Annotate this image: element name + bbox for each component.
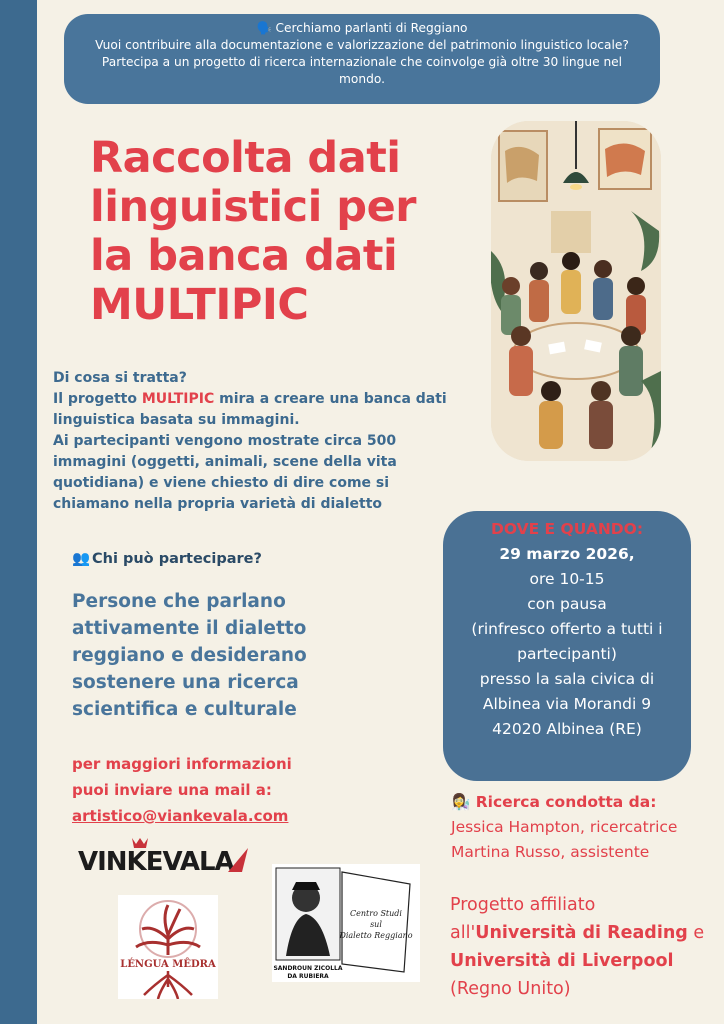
research-team (451, 790, 677, 865)
where-line: ore 10-15 (529, 570, 605, 588)
who-line: sostenere una ricerca (72, 672, 299, 693)
title-line: MULTIPIC (90, 280, 309, 330)
where-line: (rinfresco offerto a tutti i (471, 620, 663, 638)
affil-line (450, 947, 720, 975)
multipic-highlight: MULTIPIC (141, 391, 215, 407)
where-line: partecipanti) (517, 645, 617, 663)
where-line: con pausa (527, 595, 607, 613)
left-accent-bar (0, 0, 37, 1024)
top-banner (64, 14, 660, 104)
banner-line: 🗣️ Cerchiamo parlanti di Reggiano (256, 21, 468, 35)
affil-text: all' (450, 923, 476, 943)
affil-line: Progetto affiliato (450, 895, 596, 915)
research-heading-text: Ricerca condotta da: (475, 793, 657, 811)
info-line: per maggiori informazioni (72, 755, 292, 773)
centro-caption: DA RUBIERA (287, 973, 329, 980)
where-heading: DOVE E QUANDO: (490, 520, 644, 538)
description-text: Il progetto (53, 391, 142, 407)
banner-line: Vuoi contribuire alla documentazione e valorizzazione del patrimonio linguistico locale? (95, 38, 629, 52)
banner-line: Partecipa a un progetto di ricerca internazionale che coinvolge già oltre 30 lingue nel (101, 55, 623, 69)
info-line: puoi inviare una mail a: (72, 781, 272, 799)
who-line: reggiano e desiderano (72, 645, 307, 666)
who-heading-text: Chi può partecipare? (92, 551, 262, 567)
centro-text-line: Dialetto Reggiano (339, 931, 413, 940)
description-line: immagini (oggetti, animali, scene della vita (53, 454, 397, 470)
banner-line: mondo. (339, 72, 385, 86)
centro-text-line: sul (370, 920, 382, 929)
title-line: la banca dati (90, 231, 398, 281)
centro-caption: SANDROUN ZICOLLA (273, 965, 343, 972)
research-heading (451, 790, 677, 815)
event-date: 29 marzo 2026, (499, 545, 635, 563)
researcher-name: Martina Russo, assistente (451, 843, 650, 861)
centro-studi-logo (272, 864, 420, 982)
page-title (90, 134, 440, 330)
title-line: linguistici per (90, 182, 416, 232)
vinkevala-logo (78, 834, 258, 874)
project-description (53, 368, 453, 515)
who-line: scientifica e culturale (72, 699, 297, 720)
researcher-name: Jessica Hampton, ricercatrice (451, 818, 678, 836)
university-reading: Università di Reading (475, 923, 688, 943)
title-line: Raccolta dati (90, 133, 401, 183)
where-line: 42020 Albinea (RE) (492, 720, 642, 738)
where-line: Albinea via Morandi 9 (482, 695, 652, 713)
contact-info (72, 751, 292, 829)
university-liverpool: Università di Liverpool (450, 951, 674, 971)
description-line: Ai partecipanti vengono mostrate circa 500 (53, 433, 397, 449)
who-line: Persone che parlano (72, 591, 286, 612)
description-line: chiamano nella propria varietà di dialetto (53, 496, 383, 512)
description-line: quotidiana) e viene chiesto di dire come si (53, 475, 390, 491)
affil-line: (Regno Unito) (450, 979, 571, 999)
who-description (72, 588, 362, 723)
affil-line (450, 919, 720, 947)
description-line (53, 389, 453, 410)
where-line: presso la sala civica di (479, 670, 655, 688)
people-icon: 👥 (72, 551, 91, 567)
lengua-medra-logo (118, 895, 218, 999)
who-heading (72, 550, 262, 567)
affil-text: e (687, 923, 705, 943)
email-link[interactable]: artistico@viankevala.com (72, 807, 289, 825)
affiliation (450, 891, 720, 1003)
scientist-icon: 👩‍🔬 (451, 793, 471, 811)
illustration-people-at-table (491, 121, 661, 461)
description-heading: Di cosa si tratta? (53, 370, 187, 386)
description-line: linguistica basata su immagini. (53, 412, 300, 428)
where-when-box (443, 511, 691, 781)
who-line: attivamente il dialetto (72, 618, 307, 639)
description-text: mira a creare una banca dati (214, 391, 447, 407)
lengua-logo-text: LÉNGUA MÊDRA (120, 959, 216, 970)
vinkevala-logo-text: VINKEVALA (78, 847, 234, 874)
centro-text-line: Centro Studi (350, 909, 402, 918)
